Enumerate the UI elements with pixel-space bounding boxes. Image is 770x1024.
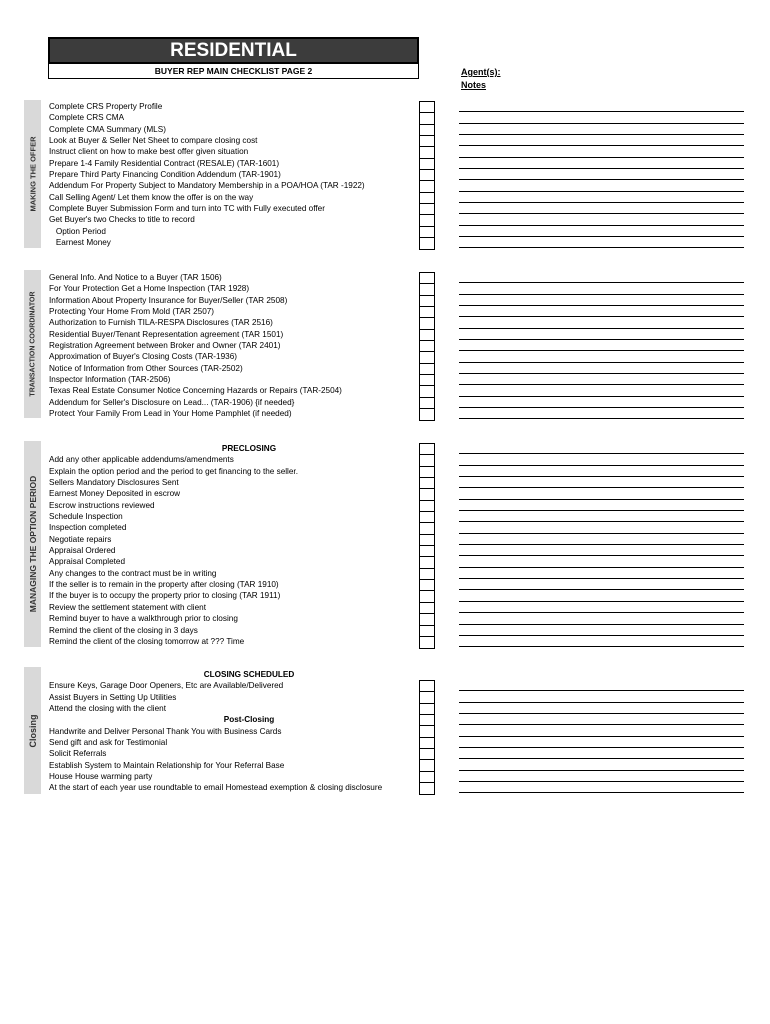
note-line[interactable] [459,477,744,488]
list-item: Add any other applicable addendums/amendments [49,455,234,465]
note-line[interactable] [459,466,744,477]
checkbox[interactable] [420,307,434,318]
list-item: Escrow instructions reviewed [49,500,155,510]
note-line[interactable] [459,158,744,169]
note-line[interactable] [459,180,744,191]
note-line[interactable] [459,340,744,351]
section-label-text: MANAGING THE OPTION PERIOD [27,475,38,613]
checkbox[interactable] [420,125,434,136]
note-line[interactable] [459,374,744,385]
checkbox[interactable] [420,398,434,409]
list-item: Send gift and ask for Testimonial [49,738,168,748]
checkbox[interactable] [420,738,434,749]
notes-lines [459,680,744,793]
list-item: House House warming party [49,772,153,782]
list-item: If the buyer is to occupy the property prior to closing (TAR 1911) [49,591,281,601]
checkbox[interactable] [420,215,434,226]
agents-label: Agent(s): [461,67,501,77]
list-item: If the seller is to remain in the property after closing (TAR 1910) [49,580,279,590]
list-item: Appraisal Ordered [49,546,116,556]
checkbox[interactable] [420,296,434,307]
note-line[interactable] [459,283,744,294]
checkbox[interactable] [420,715,434,726]
list-item: Ensure Keys, Garage Door Openers, Etc are Available/Delivered [49,681,284,691]
note-line[interactable] [459,748,744,759]
note-line[interactable] [459,590,744,601]
note-line[interactable] [459,613,744,624]
checkbox[interactable] [420,681,434,692]
checkbox[interactable] [420,726,434,737]
note-line[interactable] [459,782,744,793]
section-label-making-offer [24,100,41,248]
checkbox[interactable] [420,193,434,204]
checkbox[interactable] [420,204,434,215]
note-line[interactable] [459,214,744,225]
checkbox[interactable] [420,478,434,489]
section-label-text: TRANSACTION COORDINATOR [29,291,36,397]
list-item: Establish System to Maintain Relationship for Your Referral Base [49,760,285,770]
checkbox[interactable] [420,546,434,557]
note-line[interactable] [459,703,744,714]
note-line[interactable] [459,272,744,283]
note-line[interactable] [459,771,744,782]
section-heading: PRECLOSING [221,444,277,453]
checkbox[interactable] [420,523,434,534]
note-line[interactable] [459,135,744,146]
notes-label: Notes [461,80,487,90]
list-item: Remind buyer to have a walkthrough prior to closing [49,614,238,624]
checkbox[interactable] [420,170,434,181]
note-line[interactable] [459,725,744,736]
checkbox[interactable] [420,637,434,648]
note-line[interactable] [459,226,744,237]
list-item: Authorization to Furnish TILA-RESPA Disclosures (TAR 2516) [49,318,273,328]
note-line[interactable] [459,397,744,408]
checkbox[interactable] [420,147,434,158]
list-item: Call Selling Agent/ Let them know the offer is on the way [49,192,254,202]
checkbox[interactable] [420,136,434,147]
page-title: RESIDENTIAL [48,37,419,64]
list-item: Assist Buyers in Setting Up Utilities [49,692,177,702]
note-line[interactable] [459,192,744,203]
list-item: Review the settlement statement with client [49,602,206,612]
checkbox[interactable] [420,704,434,715]
note-line[interactable] [459,101,744,112]
page-subtitle: BUYER REP MAIN CHECKLIST PAGE 2 [48,64,419,79]
note-line[interactable] [459,329,744,340]
list-item: Complete CRS CMA [49,113,125,123]
note-line[interactable] [459,545,744,556]
note-line[interactable] [459,602,744,613]
note-line[interactable] [459,636,744,647]
checkbox[interactable] [420,455,434,466]
checkbox[interactable] [420,501,434,512]
note-line[interactable] [459,568,744,579]
note-line[interactable] [459,124,744,135]
note-line[interactable] [459,488,744,499]
checkbox[interactable] [420,591,434,602]
note-line[interactable] [459,203,744,214]
note-line[interactable] [459,534,744,545]
note-line[interactable] [459,522,744,533]
checkbox[interactable] [420,113,434,124]
note-line[interactable] [459,454,744,465]
checkbox[interactable] [420,557,434,568]
note-line[interactable] [459,737,744,748]
checkbox-column [419,101,435,250]
note-line[interactable] [459,691,744,702]
list-item: Negotiate repairs [49,534,112,544]
checkbox[interactable] [420,409,434,420]
note-line[interactable] [459,169,744,180]
note-line[interactable] [459,385,744,396]
list-item: Get Buyer's two Checks to title to record [49,215,195,225]
list-item: Addendum For Property Subject to Mandatory Membership in a POA/HOA (TAR -1922) [49,181,365,191]
list-item: Schedule Inspection [49,512,123,522]
list-item: At the start of each year use roundtable to email Homestead exemption & closing disclosure [49,783,383,793]
checkbox[interactable] [420,614,434,625]
list-item: Texas Real Estate Consumer Notice Concerning Hazards or Repairs (TAR-2504) [49,386,342,396]
section-label-closing [24,667,41,794]
list-item: Registration Agreement between Broker and Owner (TAR 2401) [49,341,281,351]
checkbox[interactable] [420,489,434,500]
list-item: Inspection completed [49,523,127,533]
checkbox[interactable] [420,375,434,386]
transaction-coordinator-items [49,272,342,419]
checkbox[interactable] [420,284,434,295]
checkbox[interactable] [420,512,434,523]
note-line[interactable] [459,443,744,454]
list-item: Look at Buyer & Seller Net Sheet to compare closing cost [49,136,258,146]
checkbox[interactable] [420,273,434,284]
list-item: Addendum for Seller's Disclosure on Lead... (TAR-1906) {if needed} [49,397,295,407]
checkbox[interactable] [420,535,434,546]
checkbox-column [419,680,435,795]
note-line[interactable] [459,295,744,306]
list-item: Earnest Money [49,238,111,248]
checkbox[interactable] [420,318,434,329]
note-line[interactable] [459,625,744,636]
note-line[interactable] [459,306,744,317]
list-item: Attend the closing with the client [49,704,166,714]
list-item: Instruct client on how to make best offer given situation [49,147,249,157]
list-item: Remind the client of the closing tomorrow at ??? Time [49,636,245,646]
checkbox[interactable] [420,772,434,783]
note-line[interactable] [459,511,744,522]
list-item: Appraisal Completed [49,557,126,567]
section-label-text: MAKING THE OFFER [28,136,37,212]
making-offer-items [49,101,365,248]
checkbox[interactable] [420,749,434,760]
checkbox[interactable] [420,760,434,771]
note-line[interactable] [459,146,744,157]
note-line[interactable] [459,363,744,374]
checkbox[interactable] [420,159,434,170]
list-item: Earnest Money Deposited in escrow [49,489,181,499]
note-line[interactable] [459,556,744,567]
checkbox[interactable] [420,238,434,249]
checkbox[interactable] [420,330,434,341]
list-item: For Your Protection Get a Home Inspection (TAR 1928) [49,284,250,294]
note-line[interactable] [459,714,744,725]
section-label-transaction-coordinator [24,270,41,418]
list-item: General Info. And Notice to a Buyer (TAR 1506) [49,273,222,282]
checkbox[interactable] [420,580,434,591]
note-line[interactable] [459,408,744,419]
section-subheading: Post-Closing [223,715,275,725]
checkbox[interactable] [420,341,434,352]
notes-lines [459,443,744,647]
note-line[interactable] [459,500,744,511]
note-line[interactable] [459,317,744,328]
list-item: Solicit Referrals [49,749,107,759]
note-line[interactable] [459,579,744,590]
checkbox[interactable] [420,569,434,580]
list-item: Protect Your Family From Lead in Your Home Pamphlet (if needed) [49,409,292,419]
notes-lines [459,101,744,248]
section-heading: CLOSING SCHEDULED [203,670,295,679]
list-item: Protecting Your Home From Mold (TAR 2507) [49,307,215,317]
checkbox[interactable] [420,444,434,455]
checkbox[interactable] [420,467,434,478]
note-line[interactable] [459,759,744,770]
checkbox[interactable] [420,364,434,375]
option-period-items [49,443,449,647]
list-item: Any changes to the contract must be in writing [49,568,217,578]
checkbox-column [419,443,435,649]
list-item: Notice of Information from Other Sources (TAR-2502) [49,363,243,373]
checkbox-column [419,272,435,421]
checkbox[interactable] [420,227,434,238]
list-item: Complete CRS Property Profile [49,102,163,111]
list-item: Handwrite and Deliver Personal Thank You with Business Cards [49,726,282,736]
list-item: Complete CMA Summary (MLS) [49,124,166,134]
closing-items [49,669,449,794]
list-item: Option Period [49,226,106,236]
list-item: Sellers Mandatory Disclosures Sent [49,478,179,488]
list-item: Prepare 1-4 Family Residential Contract (RESALE) (TAR-1601) [49,158,280,168]
list-item: Complete Buyer Submission Form and turn into TC with Fully executed offer [49,204,325,214]
list-item: Approximation of Buyer's Closing Costs (TAR-1936) [49,352,237,362]
note-line[interactable] [459,680,744,691]
list-item: Inspector Information (TAR-2506) [49,375,171,385]
list-item: Remind the client of the closing in 3 days [49,625,198,635]
checkbox[interactable] [420,181,434,192]
list-item: Prepare Third Party Financing Condition Addendum (TAR-1901) [49,170,281,180]
list-item: Residential Buyer/Tenant Representation agreement (TAR 1501) [49,329,284,339]
checkbox[interactable] [420,783,434,794]
checkbox[interactable] [420,352,434,363]
note-line[interactable] [459,351,744,362]
note-line[interactable] [459,112,744,123]
checkbox[interactable] [420,603,434,614]
checkbox[interactable] [420,626,434,637]
checkbox[interactable] [420,386,434,397]
checkbox[interactable] [420,692,434,703]
checkbox[interactable] [420,102,434,113]
notes-lines [459,272,744,419]
section-label-text: Closing [27,714,38,747]
list-item: Explain the option period and the period to get financing to the seller. [49,466,298,476]
note-line[interactable] [459,237,744,248]
list-item: Information About Property Insurance for Buyer/Seller (TAR 2508) [49,295,288,305]
section-label-option-period [24,441,41,647]
